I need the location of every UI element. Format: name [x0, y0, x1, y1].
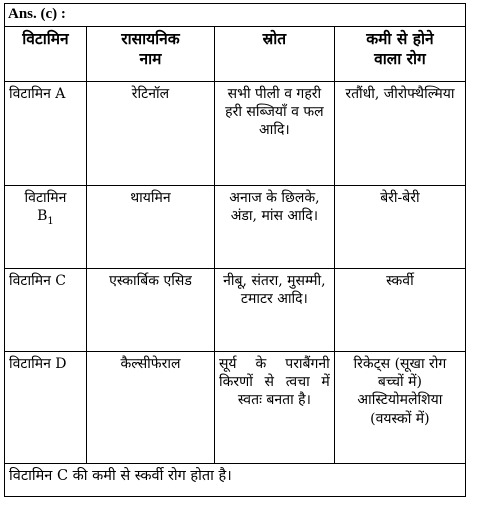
vitamin-letter: B — [37, 208, 48, 225]
header-vitamin — [5, 27, 87, 82]
header-source-text: स्रोत — [262, 29, 287, 48]
header-chemical-name — [86, 27, 214, 82]
chemical-name-cell: एस्कार्बिक एसिड — [86, 269, 214, 352]
table-row — [5, 269, 466, 352]
vitamin-cell: विटामिन A — [5, 82, 87, 186]
header-chemical-name-line2: नाम — [139, 49, 162, 69]
header-disease-line2: वाला रोग — [374, 49, 426, 69]
disease-cell: स्कर्वी — [334, 269, 465, 352]
table-row — [5, 82, 466, 186]
chemical-name-cell: रेटिनॉल — [86, 82, 214, 186]
header-source — [214, 27, 334, 82]
header-disease-line1: कमी से होने — [366, 29, 434, 48]
vitamin-subscript: 1 — [47, 215, 54, 227]
disease-cell: रतौंधी, जीरोफ्थैल्मिया — [334, 82, 465, 186]
disease-cell: बेरी-बेरी — [334, 186, 465, 269]
vitamin-cell: विटामिन D — [5, 352, 87, 464]
header-row — [5, 27, 466, 82]
chemical-name-cell: थायमिन — [86, 186, 214, 269]
source-cell: अनाज के छिलके, अंडा, मांस आदि। — [214, 186, 334, 269]
vitamin-cell — [5, 186, 87, 269]
chemical-name-cell: कैल्सीफेराल — [86, 352, 214, 464]
vitamin-cell: विटामिन C — [5, 269, 87, 352]
answer-label: Ans. (c) : — [5, 4, 466, 27]
vitamin-name: विटामिन — [24, 190, 67, 206]
footer-note: विटामिन C की कमी से स्कर्वी रोग होता है। — [5, 464, 466, 497]
source-cell: सभी पीली व गहरी हरी सब्जियाँ व फल आदि। — [214, 82, 334, 186]
table-row — [5, 352, 466, 464]
vitamin-answer-table — [4, 3, 466, 497]
disease-cell: रिकेट्स (सूखा रोग बच्चों में) आस्टियोमलेशिया (वयस्कों में) — [334, 352, 465, 464]
header-vitamin-text: विटामिन — [22, 29, 69, 48]
header-disease — [334, 27, 465, 82]
table-row — [5, 186, 466, 269]
source-cell: नीबू, संतरा, मुसम्मी, टमाटर आदि। — [214, 269, 334, 352]
source-cell: सूर्य के पराबैंगनी किरणों से त्वचा में स्वतः बनता है। — [214, 352, 334, 464]
header-chemical-name-line1: रासायनिक — [121, 29, 180, 48]
